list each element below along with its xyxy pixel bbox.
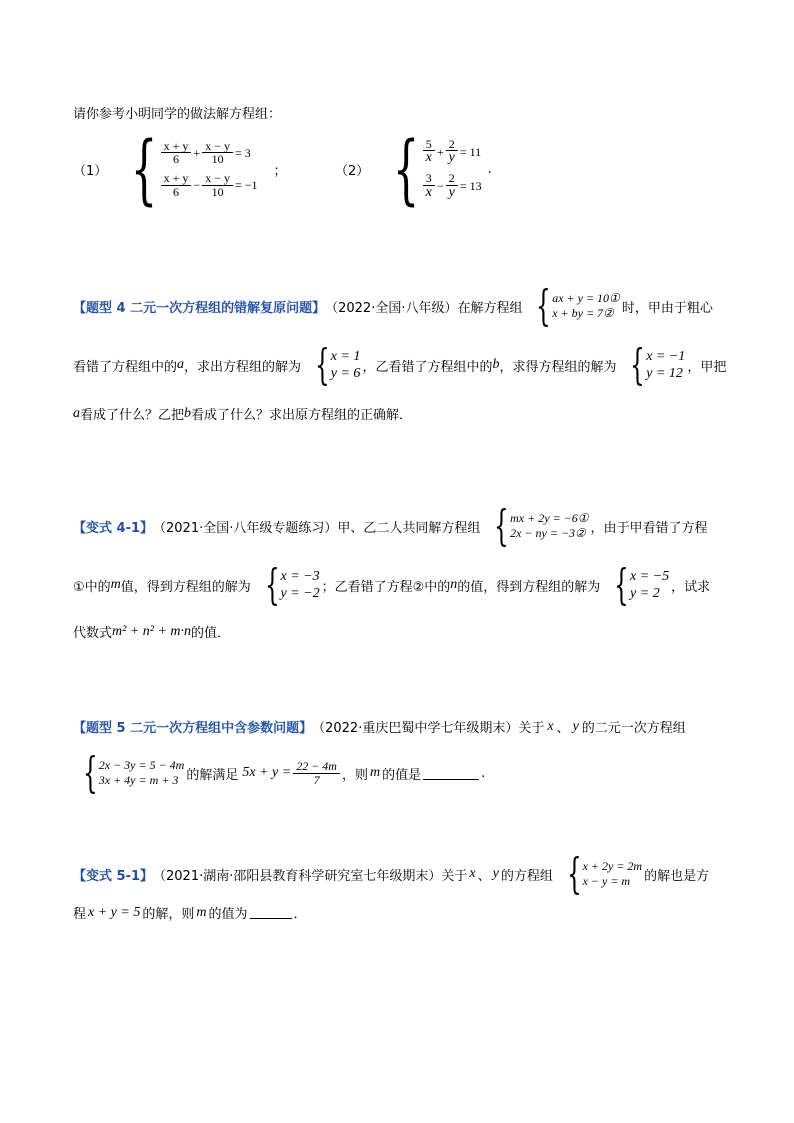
v51-system: { x + 2y = 2m x − y = m — [566, 849, 643, 898]
v41-line-3: 代数式 m² + n² + m·n 的值． — [73, 623, 231, 641]
t4-solution-2: { x = −1 y = 12 — [630, 340, 686, 389]
q2-eq1: $\frac{5}{x}$ + $\frac{2}{y}$ = 11 — [421, 138, 482, 166]
t4-line-3: a 看成了什么？乙把 b 看成了什么？求出原方程组的正确解． — [73, 405, 413, 423]
q2-system — [371, 124, 482, 213]
q2-label: （2） — [335, 163, 370, 179]
q1-system — [109, 124, 258, 213]
topic-4-heading: 【题型 4 二元一次方程组的错解复原问题】 — [73, 300, 326, 316]
t4-line-2: 看错了方程组中的 a ，求出方程组的解为 { x = 1 y = 6 ，乙看错了方程组中的 b ，求得方程组的解为 { x = −1 y = 12 ，甲把 — [73, 340, 727, 389]
left-brace-icon: { — [614, 560, 630, 609]
left-brace-icon: { — [393, 124, 420, 213]
v41-solution-1: { x = −3 y = −2 — [264, 560, 320, 609]
question-1: （1） { $\frac{x + y}{6}$ + $\frac{x - y}{10}$ = 3 $\frac{x + y}{6}$ − $\frac{x - y}{10}$ = −1 ； — [73, 124, 287, 213]
v41-solution-2: { x = −5 y = 2 — [614, 560, 670, 609]
left-brace-icon: { — [566, 849, 582, 898]
t5-fraction: $\frac{22 - 4m}{7}$ — [293, 760, 340, 786]
left-brace-icon: { — [536, 281, 552, 330]
v41-line-2: ①中的 m 值，得到方程组的解为 { x = −3 y = −2 ；乙看错了方程②中的 n 的值，得到方程组的解为 { x = −5 y = 2 ，试求 — [73, 560, 711, 609]
v41-line-1: 【变式 4-1】 （2021·全国·八年级专题练习）甲、乙二人共同解方程组 { mx + 2y = −6① 2x − ny = −3② ，由于甲看错了方程 — [73, 501, 708, 550]
variant-5-1-heading: 【变式 5-1】 — [73, 868, 154, 884]
left-brace-icon: { — [494, 501, 510, 550]
q2-eq2: $\frac{3}{x}$ − $\frac{2}{y}$ = 13 — [421, 172, 482, 200]
t5-system: { 2x − 3y = 5 − 4m 3x + 4y = m + 3 — [83, 748, 185, 797]
t4-system: { ax + y = 10① x + by = 7② — [536, 281, 620, 330]
variant-4-1-heading: 【变式 4-1】 — [73, 520, 154, 536]
left-brace-icon: { — [131, 124, 158, 213]
answer-blank[interactable] — [250, 906, 292, 919]
topic-5-heading: 【题型 5 二元一次方程组中含参数问题】 — [73, 721, 313, 736]
v51-line-1: 【变式 5-1】 （2021·湖南·邵阳县教育科学研究室七年级期末）关于 x 、 y 的方程组 { x + 2y = 2m x − y = m 的解也是方 — [73, 849, 710, 898]
left-brace-icon: { — [315, 340, 330, 389]
t5-line-2: { 2x − 3y = 5 − 4m 3x + 4y = m + 3 的解满足 5x + y = $\frac{22 - 4m}{7}$ ，则 m 的值是 . — [69, 752, 485, 794]
t4-solution-1: { x = 1 y = 6 — [315, 340, 361, 389]
left-brace-icon: { — [264, 560, 280, 609]
t5-line-1: 【题型 5 二元一次方程组中含参数问题】 （2022·重庆巴蜀中学七年级期末）关于 x 、 y 的二元一次方程组 — [73, 718, 686, 736]
t4-line-1: 【题型 4 二元一次方程组的错解复原问题】 （2022·全国·八年级）在解方程组 { ax + y = 10① x + by = 7② 时，甲由于粗心 — [73, 281, 713, 330]
q1-eq2: $\frac{x + y}{6}$ − $\frac{x - y}{10}$ = −1 — [159, 172, 258, 198]
left-brace-icon: { — [630, 340, 646, 389]
left-brace-icon: { — [83, 748, 98, 797]
answer-blank[interactable] — [423, 767, 479, 780]
intro-text: 请你参考小明同学的做法解方程组： — [73, 107, 282, 122]
question-2: （2） { $\frac{5}{x}$ + $\frac{2}{y}$ = 11 $\frac{3}{x}$ − $\frac{2}{y}$ = 13 . — [335, 124, 492, 213]
v51-line-2: 程 x + y = 5 的解，则 m 的值为 ． — [73, 904, 307, 922]
v41-expression: m² + n² + m·n — [112, 623, 192, 639]
v41-system: { mx + 2y = −6① 2x − ny = −3② — [494, 501, 589, 550]
q1-eq1: $\frac{x + y}{6}$ + $\frac{x - y}{10}$ = 3 — [159, 140, 258, 166]
q1-label: （1） — [73, 163, 108, 179]
